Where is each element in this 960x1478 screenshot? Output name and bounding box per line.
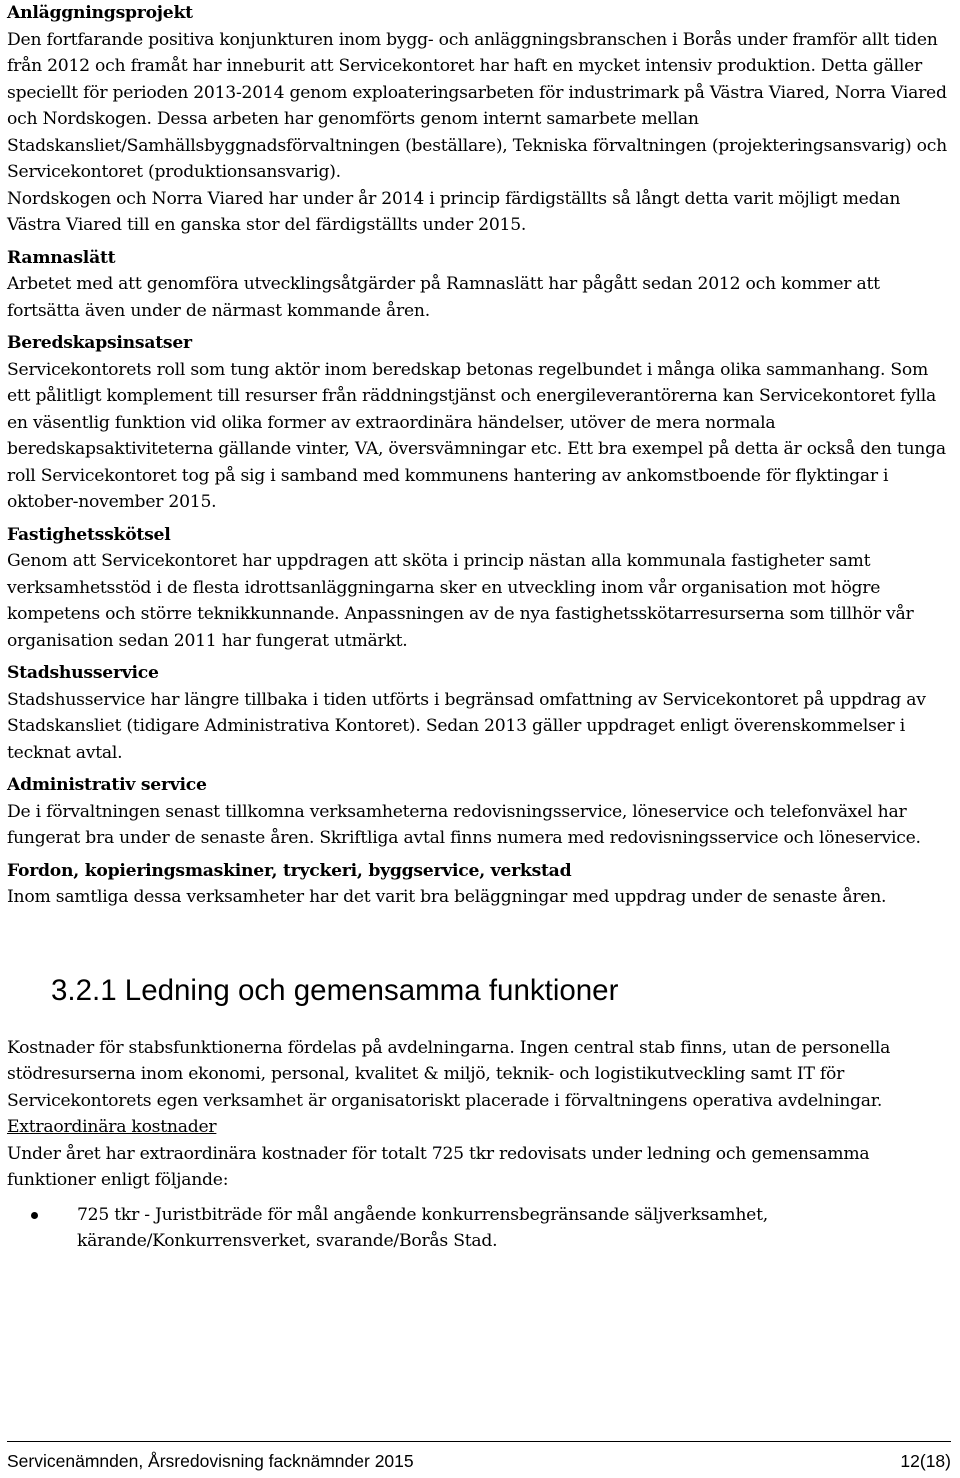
paragraph: Under året har extraordinära kostnader för totalt 725 tkr redovisats under ledning och gemensamma funktioner enligt följande: <box>7 1143 870 1190</box>
section-ramnaslatt <box>7 245 951 325</box>
section-heading: Administrativ service <box>7 775 207 795</box>
section-administrativ-service <box>7 772 951 852</box>
paragraph: Genom att Servicekontoret har uppdragen att sköta i princip nästan alla kommunala fastigheter samt verksamhetsstöd i de flesta idrottsanläggningarna sker en utveckling inom vår organisation mot högre kompetens och större teknikkunnande. Anpassningen av de nya fastighetsskötarresurserna som tillhör vår organisation sedan 2011 har fungerat utmärkt. <box>7 551 914 651</box>
footer-title: Servicenämnden, Årsredovisning facknämnder 2015 <box>7 1451 414 1471</box>
section-heading: Ramnaslätt <box>7 247 116 268</box>
paragraph: Arbetet med att genomföra utvecklingsåtgärder på Ramnaslätt har pågått sedan 2012 och kommer att fortsätta även under de närmast kommande åren. <box>7 274 880 321</box>
section-heading: Anläggningsprojekt <box>7 3 193 23</box>
section-heading: Fordon, kopieringsmaskiner, tryckeri, byggservice, verkstad <box>7 860 572 881</box>
document-body <box>7 0 951 1255</box>
section-heading: Fastighetsskötsel <box>7 524 171 545</box>
list-item <box>7 1202 951 1255</box>
section-heading: Beredskapsinsatser <box>7 333 192 353</box>
paragraph: Kostnader för stabsfunktionerna fördelas på avdelningarna. Ingen central stab finns, utan de personella stödresurserna inom ekonomi, personal, kvalitet & miljö, teknik- och logistikutveckling samt IT för Servicekontorets egen verksamhet är organisatoriskt placerade i förvaltningens operativa avdelningar. <box>7 1037 891 1111</box>
section-fastighetsskotsel <box>7 522 951 655</box>
subsection-body <box>7 1035 951 1255</box>
section-anlaggningsprojekt <box>7 0 951 239</box>
bullet-list <box>7 1202 951 1255</box>
bullet-icon <box>31 1212 38 1219</box>
section-fordon <box>7 858 951 911</box>
section-stadshusservice <box>7 660 951 766</box>
underlined-heading: Extraordinära kostnader <box>7 1117 217 1137</box>
section-beredskapsinsatser <box>7 330 951 516</box>
paragraph: Stadshusservice har längre tillbaka i tiden utförts i begränsad omfattning av Servicekontoret på uppdrag av Stadskansliet (tidigare Administrativa Kontoret). Sedan 2013 gäller uppdraget enligt överenskommelser i tecknat avtal. <box>7 689 926 763</box>
section-heading: Stadshusservice <box>7 663 159 683</box>
page-number: 12(18) <box>900 1451 951 1471</box>
list-item-text: 725 tkr - Juristbiträde för mål angående konkurrensbegränsande säljverksamhet, kärande/Konkurrensverket, svarande/Borås Stad. <box>77 1204 768 1251</box>
paragraph: Servicekontorets roll som tung aktör inom beredskap betonas regelbundet i många olika sammanhang. Som ett pålitligt komplement till resurser från räddningstjänst och energileverantörerna kan Servicekontoret fylla en väsentlig funktion vid olika former av extraordinära händelser, utöver de mera normala beredskapsaktiviteterna gällande vinter, VA, översvämningar etc. Ett bra exempel på detta är också den tunga roll Servicekontoret tog på sig i samband med kommunens hantering av ankomstboende för flyktingar i oktober-november 2015. <box>7 359 946 512</box>
paragraph: Nordskogen och Norra Viared har under år 2014 i princip färdigställts så långt detta varit möjligt medan Västra Viared till en ganska stor del färdigställts under 2015. <box>7 188 901 235</box>
subsection-title: 3.2.1 Ledning och gemensamma funktioner <box>51 973 619 1007</box>
page-footer <box>7 1441 951 1472</box>
paragraph: Den fortfarande positiva konjunkturen inom bygg- och anläggningsbranschen i Borås under framför allt tiden från 2012 och framåt har inneburit att Servicekontoret har haft en mycket intensiv produktion. Detta gäller speciellt för perioden 2013-2014 genom exploateringsarbeten för industrimark på Västra Viared, Norra Viared och Nordskogen. Dessa arbeten har genomförts genom internt samarbete mellan Stadskansliet/Samhällsbyggnadsförvaltningen (beställare), Tekniska förvaltningen (projekteringsansvarig) och Servicekontoret (produktionsansvarig). <box>7 29 947 182</box>
paragraph: Inom samtliga dessa verksamheter har det varit bra beläggningar med uppdrag under de senaste åren. <box>7 887 887 907</box>
paragraph: De i förvaltningen senast tillkomna verksamheterna redovisningsservice, löneservice och telefonväxel har fungerat bra under de senaste åren. Skriftliga avtal finns numera med redovisningsservice och löneservice. <box>7 801 921 848</box>
